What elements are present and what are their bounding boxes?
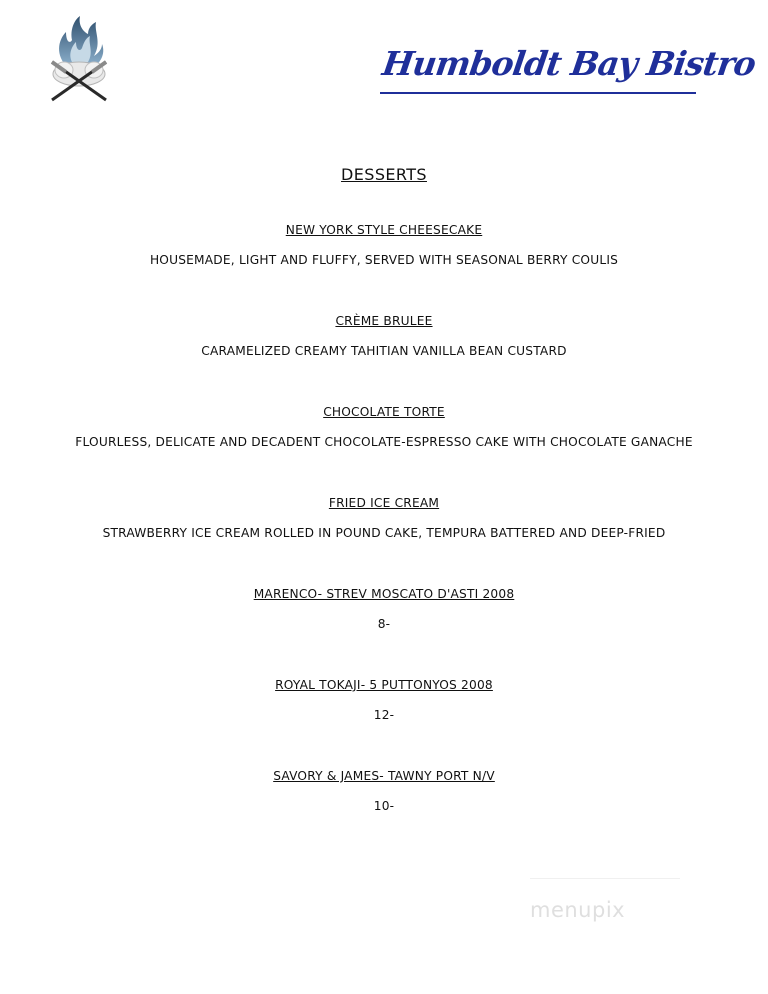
item-detail: FLOURLESS, DELICATE AND DECADENT CHOCOLATE-ESPRESSO CAKE WITH CHOCOLATE GANACHE xyxy=(75,435,693,449)
wine-price: 10- xyxy=(373,799,395,813)
section-title: DESSERTS xyxy=(341,165,427,184)
item-title: CHOCOLATE TORTE xyxy=(323,405,445,419)
flame-chef-hat-crossed-knives-icon xyxy=(44,12,114,102)
item-title: NEW YORK STYLE CHEESECAKE xyxy=(285,223,483,237)
wine-price: 8- xyxy=(377,617,391,631)
item-detail: HOUSEMADE, LIGHT AND FLUFFY, SERVED WITH SEASONAL BERRY COULIS xyxy=(149,253,619,267)
item-title: FRIED ICE CREAM xyxy=(328,496,440,510)
item-detail: CARAMELIZED CREAMY TAHITIAN VANILLA BEAN CUSTARD xyxy=(201,344,567,358)
wine-title: SAVORY & JAMES- TAWNY PORT N/V xyxy=(273,769,495,783)
restaurant-logo xyxy=(44,12,114,102)
item-detail: STRAWBERRY ICE CREAM ROLLED IN POUND CAKE, TEMPURA BATTERED AND DEEP-FRIED xyxy=(102,526,666,540)
brand-underline xyxy=(380,92,696,94)
watermark-rule xyxy=(530,878,680,887)
watermark: menupix xyxy=(530,898,626,922)
item-title: CRÈME BRULEE xyxy=(335,314,433,328)
wine-price: 12- xyxy=(373,708,395,722)
wine-title: ROYAL TOKAJI- 5 PUTTONYOS 2008 xyxy=(275,678,493,692)
brand-name: Humboldt Bay Bistro xyxy=(380,44,758,83)
wine-title: MARENCO- STREV MOSCATO D'ASTI 2008 xyxy=(253,587,515,601)
